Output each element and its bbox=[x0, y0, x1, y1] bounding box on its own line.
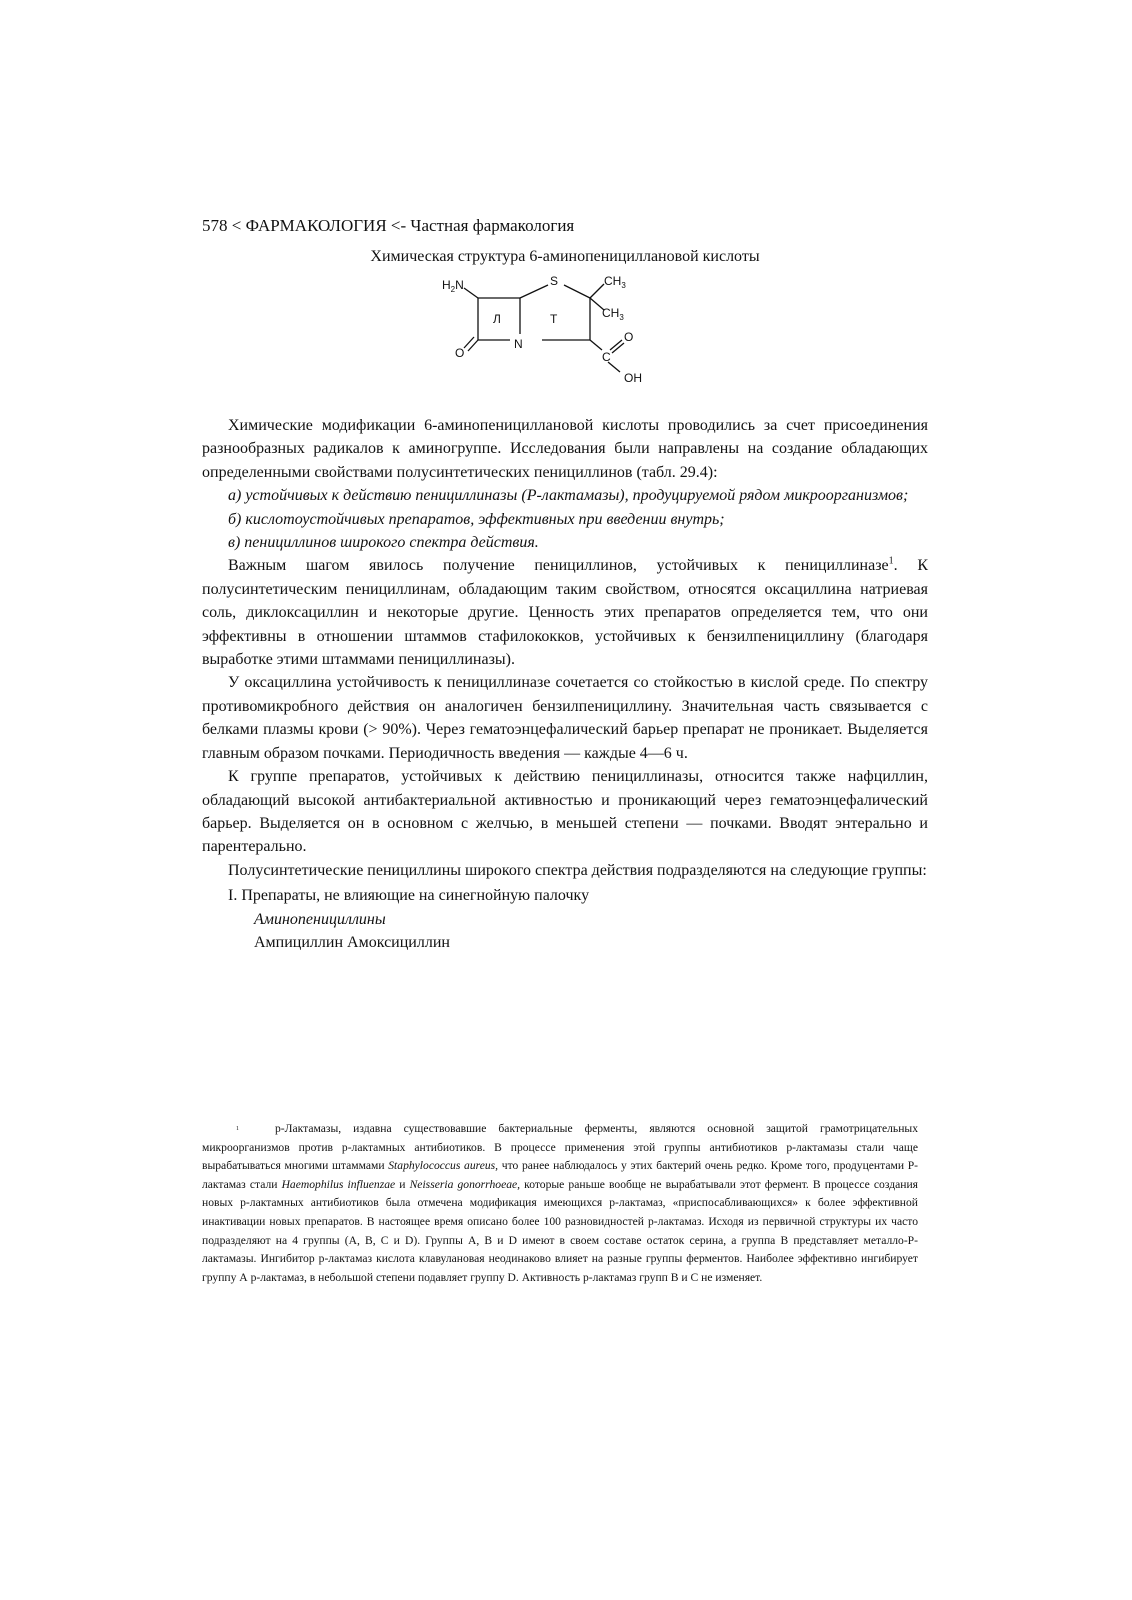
paragraph-3: У оксациллина устойчивость к пенициллиназе сочетается со стойкостью в кислой среде. По спектру противомикробного действия он аналогичен бензилпенициллину. Значительная часть связывается с белками плазмы крови (> 90%). Через гематоэнцефалический барьер препарат не проникает. Выделяется главным образом почками. Периодичность введения — каждые 4—6 ч. bbox=[202, 674, 928, 762]
paragraph-5: Полусинтетические пенициллины широкого спектра действия подразделяются на следующие группы: bbox=[228, 861, 927, 879]
chemical-structure bbox=[442, 274, 682, 398]
label-ring-t: Т bbox=[550, 312, 558, 326]
running-header bbox=[202, 216, 574, 236]
label-ring-l: Л bbox=[493, 312, 501, 326]
list-item-c: в) пенициллинов широкого спектра действия. bbox=[228, 534, 539, 552]
label-s: S bbox=[550, 274, 559, 288]
label-oh: OH bbox=[624, 371, 642, 385]
list-item-a: а) устойчивых к действию пенициллиназы (Р-лактамазы), продуцируемой рядом микроорганизмов; bbox=[228, 487, 909, 505]
paragraph-2-end: . К полусинтетическим пенициллинам, обладающим таким свойством, относятся оксациллина натриевая соль, диклоксациллин и некоторые другие. Ценность этих препаратов определяется тем, что они эффективны в отношении штаммов стафилококков, устойчивых к бензилпенициллину (благодаря выработке этими штаммами пенициллиназы). bbox=[202, 557, 928, 669]
footnote-ref[interactable]: 1 bbox=[888, 556, 894, 568]
label-o-left: O bbox=[455, 346, 465, 360]
bond-amino bbox=[464, 288, 478, 298]
label-ch3-bottom: $CH_3$ bbox=[602, 306, 624, 322]
group-1-subheading: Аминопенициллины bbox=[254, 910, 386, 928]
structure-title: Химическая структура 6-аминопенициллановой кислоты bbox=[370, 248, 760, 265]
footnote-species-3: Neisseria gonorrhoeae, bbox=[409, 1177, 521, 1191]
paragraph-2-start: Важным шагом явилось получение пенициллинов, устойчивых к пенициллиназе bbox=[228, 557, 889, 575]
label-h2n: $H_2N$ bbox=[442, 278, 464, 294]
label-o-right: O bbox=[624, 330, 634, 344]
label-n: N bbox=[514, 337, 523, 351]
footnote-species-1: Staphylococcus aureus, bbox=[388, 1159, 499, 1173]
paragraph-1: Химические модификации 6-аминопенициллановой кислоты проводились за счет присоединения разнообразных радикалов к аминогруппе. Исследования были направлены на создание обладающих определенными свойствами полусинтетических пенициллинов (табл. 29.4): bbox=[202, 417, 928, 481]
footnote-species-2: Haemophilus influenzae bbox=[281, 1177, 396, 1191]
label-c: C bbox=[602, 350, 611, 364]
page-number: 578 bbox=[202, 216, 228, 235]
footnote-part-3: и bbox=[395, 1177, 410, 1191]
footnote bbox=[202, 1120, 918, 1287]
bond-carboxyl-o-double bbox=[612, 343, 624, 353]
paragraph-4: К группе препаратов, устойчивых к действию пенициллиназы, относится также нафциллин, обладающий высокой антибактериальной активностью и проникающий через гематоэнцефалический барьер. Выделяется он в основном с желчью, в меньшей степени — почками. Вводят энтерально и парентерально. bbox=[202, 768, 928, 856]
footnote-part-2: что ранее наблюдалось у этих бактерий очень редко. Кроме того, продуцентами Р-лактамаз стали bbox=[202, 1159, 919, 1191]
running-title: < ФАРМАКОЛОГИЯ <- Частная фармакология bbox=[231, 216, 575, 235]
list-item-b: б) кислотоустойчивых препаратов, эффективных при введении внутрь; bbox=[228, 510, 725, 528]
group-1-drugs: Ампициллин Амоксициллин bbox=[254, 933, 450, 951]
footnote-text bbox=[202, 1120, 918, 1287]
paragraph-2 bbox=[202, 554, 928, 671]
bond-methyl-1 bbox=[590, 284, 604, 298]
chemical-structure-drawing bbox=[442, 274, 682, 398]
label-ch3-top: $CH_3$ bbox=[604, 274, 626, 290]
footnote-part-4: которые раньше вообще не вырабатывали этот фермент. В процессе создания новых р-лактамных антибиотиков была отмечена модификация имеющихся р-лактамаз, «приспосабливающихся» к более эффективной инактивации новых препаратов. В настоящее время описано более 100 разновидностей р-лактамаз. Исходя из первичной структуры их часто подразделяют на 4 группы (А, В, С и D). Группы А, В и D имеют в своем составе остаток серина, а группа В представляет металло-Р-лактамазы. Ингибитор р-лактамаз кислота клавулановая неодинаково влияет на разные группы ферментов. Наиболее эффективно ингибирует группу А р-лактамаз, в небольшой степени подавляет группу D. Активность р-лактамаз групп В и С не изменяет. bbox=[202, 1177, 918, 1284]
bond-c-s bbox=[520, 285, 548, 298]
body-text bbox=[202, 414, 928, 954]
footnote-mark: 1 bbox=[236, 1126, 239, 1132]
bond-s-c bbox=[564, 285, 590, 298]
group-1-heading: I. Препараты, не влияющие на синегнойную палочку bbox=[228, 887, 590, 905]
bond-carboxyl-o bbox=[610, 340, 622, 350]
bond-c-carboxyl bbox=[590, 340, 602, 350]
footnote-part-1: р-Лактамазы, издавна существовавшие бактериальные ферменты, являются основной защитой грамотрицательных микроорганизмов против р-лактамных антибиотиков. В процессе применения этой группы антибиотиков р-лактамазы стали чаще вырабатываться многими штаммами bbox=[202, 1122, 918, 1173]
